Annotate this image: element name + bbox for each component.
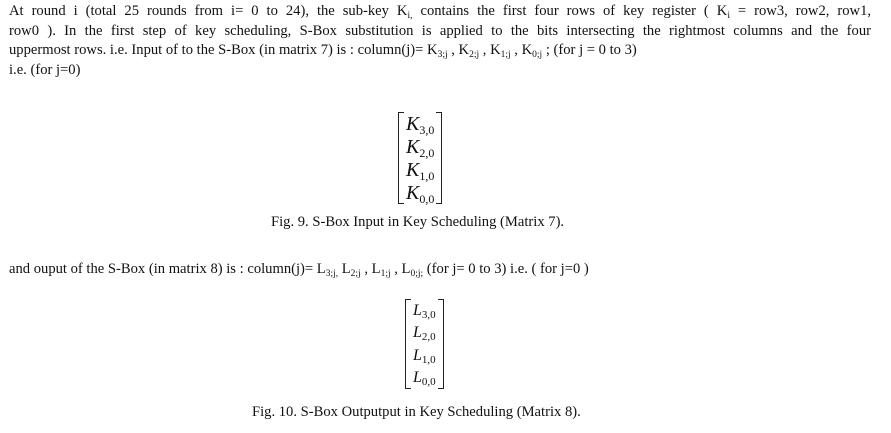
- matrix-entry: [406, 113, 434, 135]
- subscript: i,: [407, 11, 413, 21]
- output-paragraph: [9, 260, 871, 280]
- figure-9-caption: Fig. 9. S-Box Input in Key Scheduling (Matrix 7).: [271, 214, 565, 230]
- matrix-subscript: 3,0: [419, 122, 435, 137]
- matrix-subscript: 1,0: [419, 168, 435, 183]
- subscript: 2;j: [350, 269, 361, 279]
- text-segment: L: [338, 261, 351, 277]
- subscript: 1;j: [380, 269, 391, 279]
- right-bracket: [438, 299, 444, 389]
- matrix-7-entries: [404, 112, 436, 204]
- subscript: 2;j: [469, 50, 480, 60]
- matrix-subscript: 0,0: [421, 376, 436, 389]
- matrix-symbol: L: [413, 301, 422, 319]
- matrix-symbol: L: [413, 346, 422, 364]
- text-segment: ; (for j = 0 to 3): [542, 42, 637, 58]
- intro-line-4: i.e. (for j=0): [9, 61, 81, 78]
- intro-line-3: [9, 41, 871, 61]
- matrix-8-entries: [411, 299, 438, 389]
- matrix-symbol: K: [406, 181, 420, 204]
- matrix-8: [405, 299, 444, 389]
- matrix-subscript: 3,0: [421, 308, 436, 321]
- subscript: 3;j,: [325, 269, 339, 279]
- text-segment: = row3, row2, row1,: [729, 3, 872, 19]
- subscript: 0;j: [532, 50, 543, 60]
- subscript: 3;j: [437, 50, 448, 60]
- subscript: i: [727, 11, 730, 21]
- matrix-symbol: L: [413, 369, 422, 387]
- matrix-entry: [413, 322, 436, 343]
- intro-line-2: row0 ). In the first step of key scheduling, S-Box substitution is applied to the bits intersecting the rightmost columns and the four: [9, 22, 871, 39]
- text-segment: , K: [479, 42, 501, 58]
- intro-paragraph: [9, 2, 871, 80]
- matrix-entry: [406, 136, 434, 158]
- text-segment: uppermost rows. i.e. Input of to the S-Box (in matrix 7) is : column(j)= K: [9, 42, 438, 58]
- matrix-entry: [413, 345, 436, 366]
- matrix-entry: [406, 159, 434, 181]
- text-segment: , L: [390, 261, 411, 277]
- subscript: 1;j: [500, 50, 511, 60]
- matrix-entry: [413, 300, 436, 321]
- text-segment: At round i (total 25 rounds from i= 0 to 24), the sub-key K: [9, 3, 408, 19]
- intro-line-1: [9, 2, 871, 22]
- text-segment: , K: [447, 42, 470, 58]
- matrix-entry: [406, 182, 434, 204]
- matrix-subscript: 2,0: [421, 331, 436, 344]
- matrix-symbol: K: [406, 158, 420, 181]
- text-segment: and ouput of the S-Box (in matrix 8) is : column(j)= L: [9, 261, 326, 277]
- text-segment: (for j= 0 to 3) i.e. ( for j=0 ): [423, 261, 589, 277]
- subscript: 0;j;: [410, 269, 424, 279]
- figure-10-caption: Fig. 10. S-Box Outputput in Key Scheduling (Matrix 8).: [252, 404, 581, 420]
- matrix-symbol: L: [413, 324, 422, 342]
- right-bracket: [436, 112, 442, 204]
- matrix-subscript: 1,0: [421, 353, 436, 366]
- matrix-entry: [413, 367, 436, 388]
- text-segment: contains the first four rows of key register ( K: [412, 3, 728, 19]
- text-segment: , L: [360, 261, 381, 277]
- text-segment: , K: [510, 42, 533, 58]
- matrix-symbol: K: [406, 112, 420, 135]
- matrix-7: [398, 112, 442, 204]
- matrix-symbol: K: [406, 135, 420, 158]
- matrix-subscript: 0,0: [419, 191, 435, 206]
- matrix-subscript: 2,0: [419, 145, 435, 160]
